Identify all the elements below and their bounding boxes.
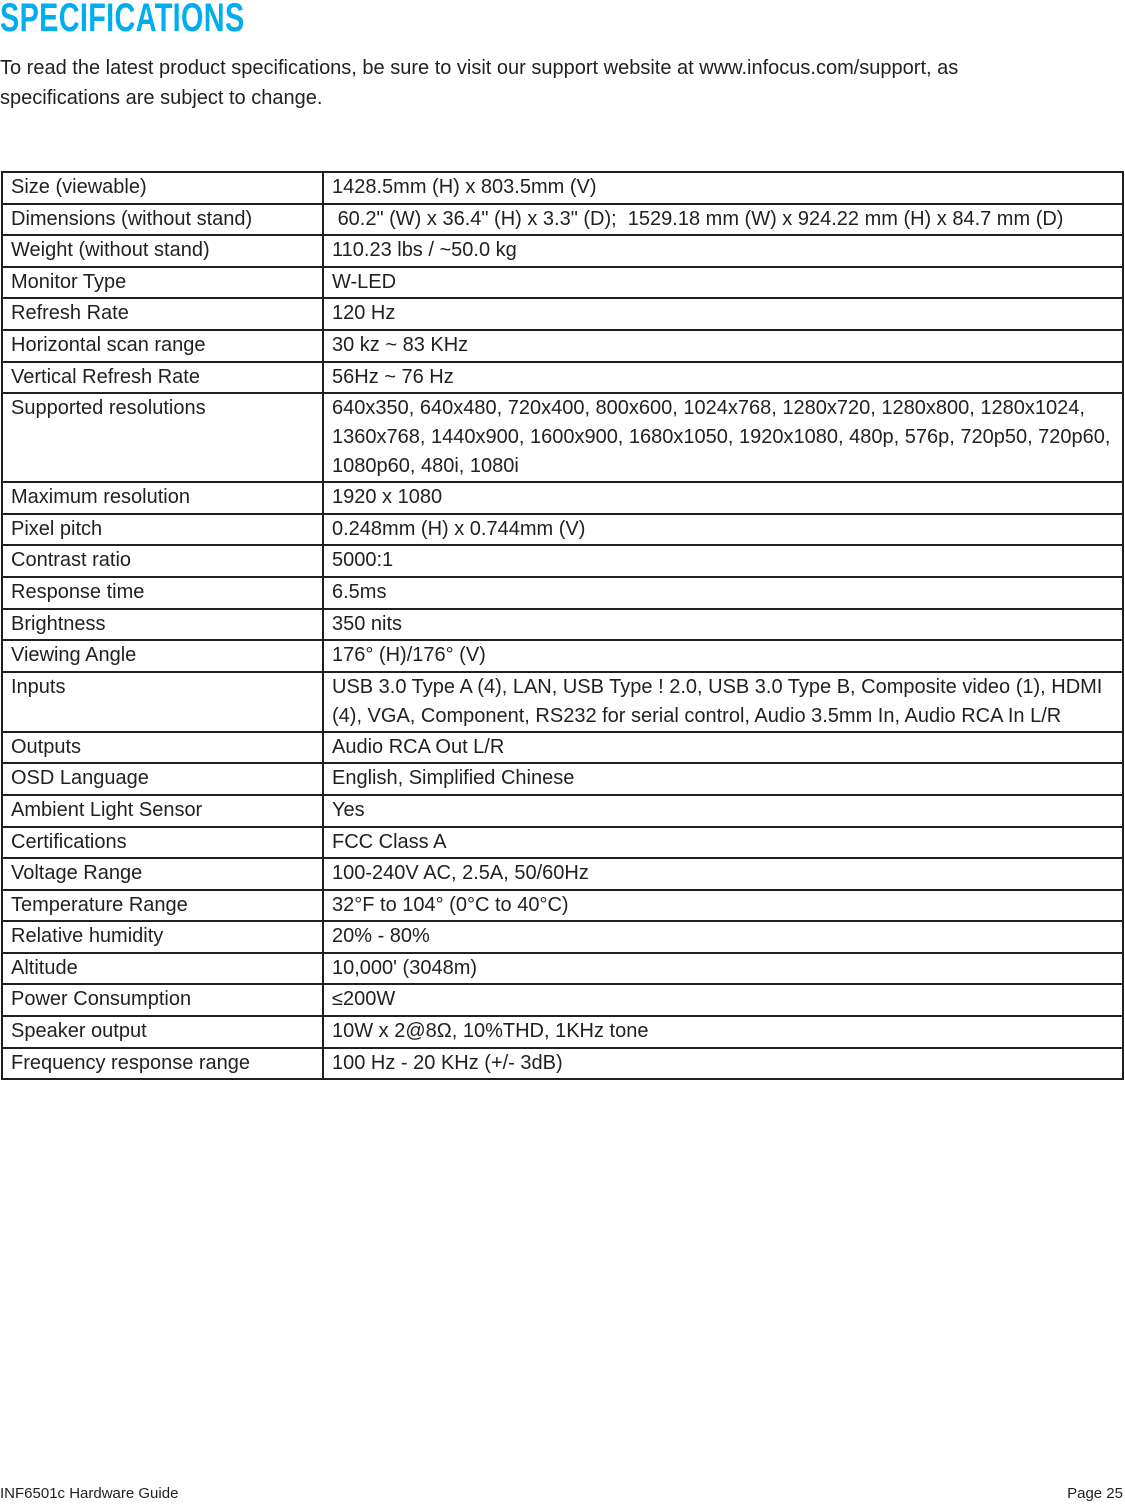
spec-value: 10,000' (3048m) (323, 953, 1123, 985)
table-row (2, 362, 1123, 394)
spec-label: Supported resolutions (2, 393, 323, 482)
table-row (2, 609, 1123, 641)
spec-value: W-LED (323, 267, 1123, 299)
specifications-table (1, 171, 1124, 1080)
spec-label: Outputs (2, 732, 323, 764)
table-row (2, 330, 1123, 362)
spec-label: Brightness (2, 609, 323, 641)
spec-value: 350 nits (323, 609, 1123, 641)
spec-value: 100-240V AC, 2.5A, 50/60Hz (323, 858, 1123, 890)
spec-label: Pixel pitch (2, 514, 323, 546)
table-row (2, 545, 1123, 577)
spec-label: Speaker output (2, 1016, 323, 1048)
spec-label: Voltage Range (2, 858, 323, 890)
spec-value: 640x350, 640x480, 720x400, 800x600, 1024x768, 1280x720, 1280x800, 1280x1024, 1360x768, 1440x900, 1600x900, 1680x1050, 1920x1080, 480p, 576p, 720p50, 720p60, 1080p60, 480i, 1080i (323, 393, 1123, 482)
spec-label: Relative humidity (2, 921, 323, 953)
spec-label: Response time (2, 577, 323, 609)
spec-value: English, Simplified Chinese (323, 763, 1123, 795)
spec-label: OSD Language (2, 763, 323, 795)
table-row (2, 984, 1123, 1016)
spec-label: Contrast ratio (2, 545, 323, 577)
spec-label: Refresh Rate (2, 298, 323, 330)
spec-label: Temperature Range (2, 890, 323, 922)
table-row (2, 858, 1123, 890)
table-row (2, 732, 1123, 764)
spec-label: Power Consumption (2, 984, 323, 1016)
table-row (2, 890, 1123, 922)
spec-label: Viewing Angle (2, 640, 323, 672)
spec-value: USB 3.0 Type A (4), LAN, USB Type ! 2.0, USB 3.0 Type B, Composite video (1), HDMI (4), VGA, Component, RS232 for serial control, Audio 3.5mm In, Audio RCA In L/R (323, 672, 1123, 732)
table-row (2, 827, 1123, 859)
spec-label: Monitor Type (2, 267, 323, 299)
table-row (2, 763, 1123, 795)
spec-value: 6.5ms (323, 577, 1123, 609)
table-row (2, 514, 1123, 546)
table-row (2, 1048, 1123, 1080)
table-row (2, 795, 1123, 827)
table-row (2, 298, 1123, 330)
table-row (2, 577, 1123, 609)
table-row (2, 482, 1123, 514)
spec-value: ≤200W (323, 984, 1123, 1016)
spec-label: Certifications (2, 827, 323, 859)
spec-label: Ambient Light Sensor (2, 795, 323, 827)
spec-value: Audio RCA Out L/R (323, 732, 1123, 764)
spec-value: 60.2" (W) x 36.4" (H) x 3.3" (D); 1529.18 mm (W) x 924.22 mm (H) x 84.7 mm (D) (323, 204, 1123, 236)
spec-value: 20% - 80% (323, 921, 1123, 953)
spec-value: 10W x 2@8Ω, 10%THD, 1KHz tone (323, 1016, 1123, 1048)
spec-label: Size (viewable) (2, 172, 323, 204)
spec-label: Vertical Refresh Rate (2, 362, 323, 394)
footer-document-title: INF6501c Hardware Guide (0, 1485, 179, 1502)
table-row (2, 393, 1123, 482)
spec-value: 32°F to 104° (0°C to 40°C) (323, 890, 1123, 922)
spec-value: 176° (H)/176° (V) (323, 640, 1123, 672)
spec-label: Dimensions (without stand) (2, 204, 323, 236)
spec-label: Horizontal scan range (2, 330, 323, 362)
spec-value: 1920 x 1080 (323, 482, 1123, 514)
spec-value: 30 kz ~ 83 KHz (323, 330, 1123, 362)
spec-label: Altitude (2, 953, 323, 985)
spec-label: Frequency response range (2, 1048, 323, 1080)
table-row (2, 640, 1123, 672)
table-row (2, 235, 1123, 267)
spec-label: Inputs (2, 672, 323, 732)
spec-label: Weight (without stand) (2, 235, 323, 267)
spec-value: 100 Hz - 20 KHz (+/- 3dB) (323, 1048, 1123, 1080)
table-row (2, 1016, 1123, 1048)
page-title: SPECIFICATIONS (0, 0, 245, 40)
footer-page-number: Page 25 (1067, 1485, 1123, 1502)
spec-value: 110.23 lbs / ~50.0 kg (323, 235, 1123, 267)
spec-value: Yes (323, 795, 1123, 827)
table-row (2, 204, 1123, 236)
spec-value: 56Hz ~ 76 Hz (323, 362, 1123, 394)
table-row (2, 267, 1123, 299)
table-row (2, 953, 1123, 985)
table-row (2, 921, 1123, 953)
spec-value: 1428.5mm (H) x 803.5mm (V) (323, 172, 1123, 204)
table-row (2, 672, 1123, 732)
spec-value: 5000:1 (323, 545, 1123, 577)
intro-text: To read the latest product specifications, be sure to visit our support website at www.infocus.com/support, as specifications are subject to change. (0, 57, 959, 109)
spec-value: FCC Class A (323, 827, 1123, 859)
spec-value: 0.248mm (H) x 0.744mm (V) (323, 514, 1123, 546)
spec-value: 120 Hz (323, 298, 1123, 330)
table-row (2, 172, 1123, 204)
spec-label: Maximum resolution (2, 482, 323, 514)
